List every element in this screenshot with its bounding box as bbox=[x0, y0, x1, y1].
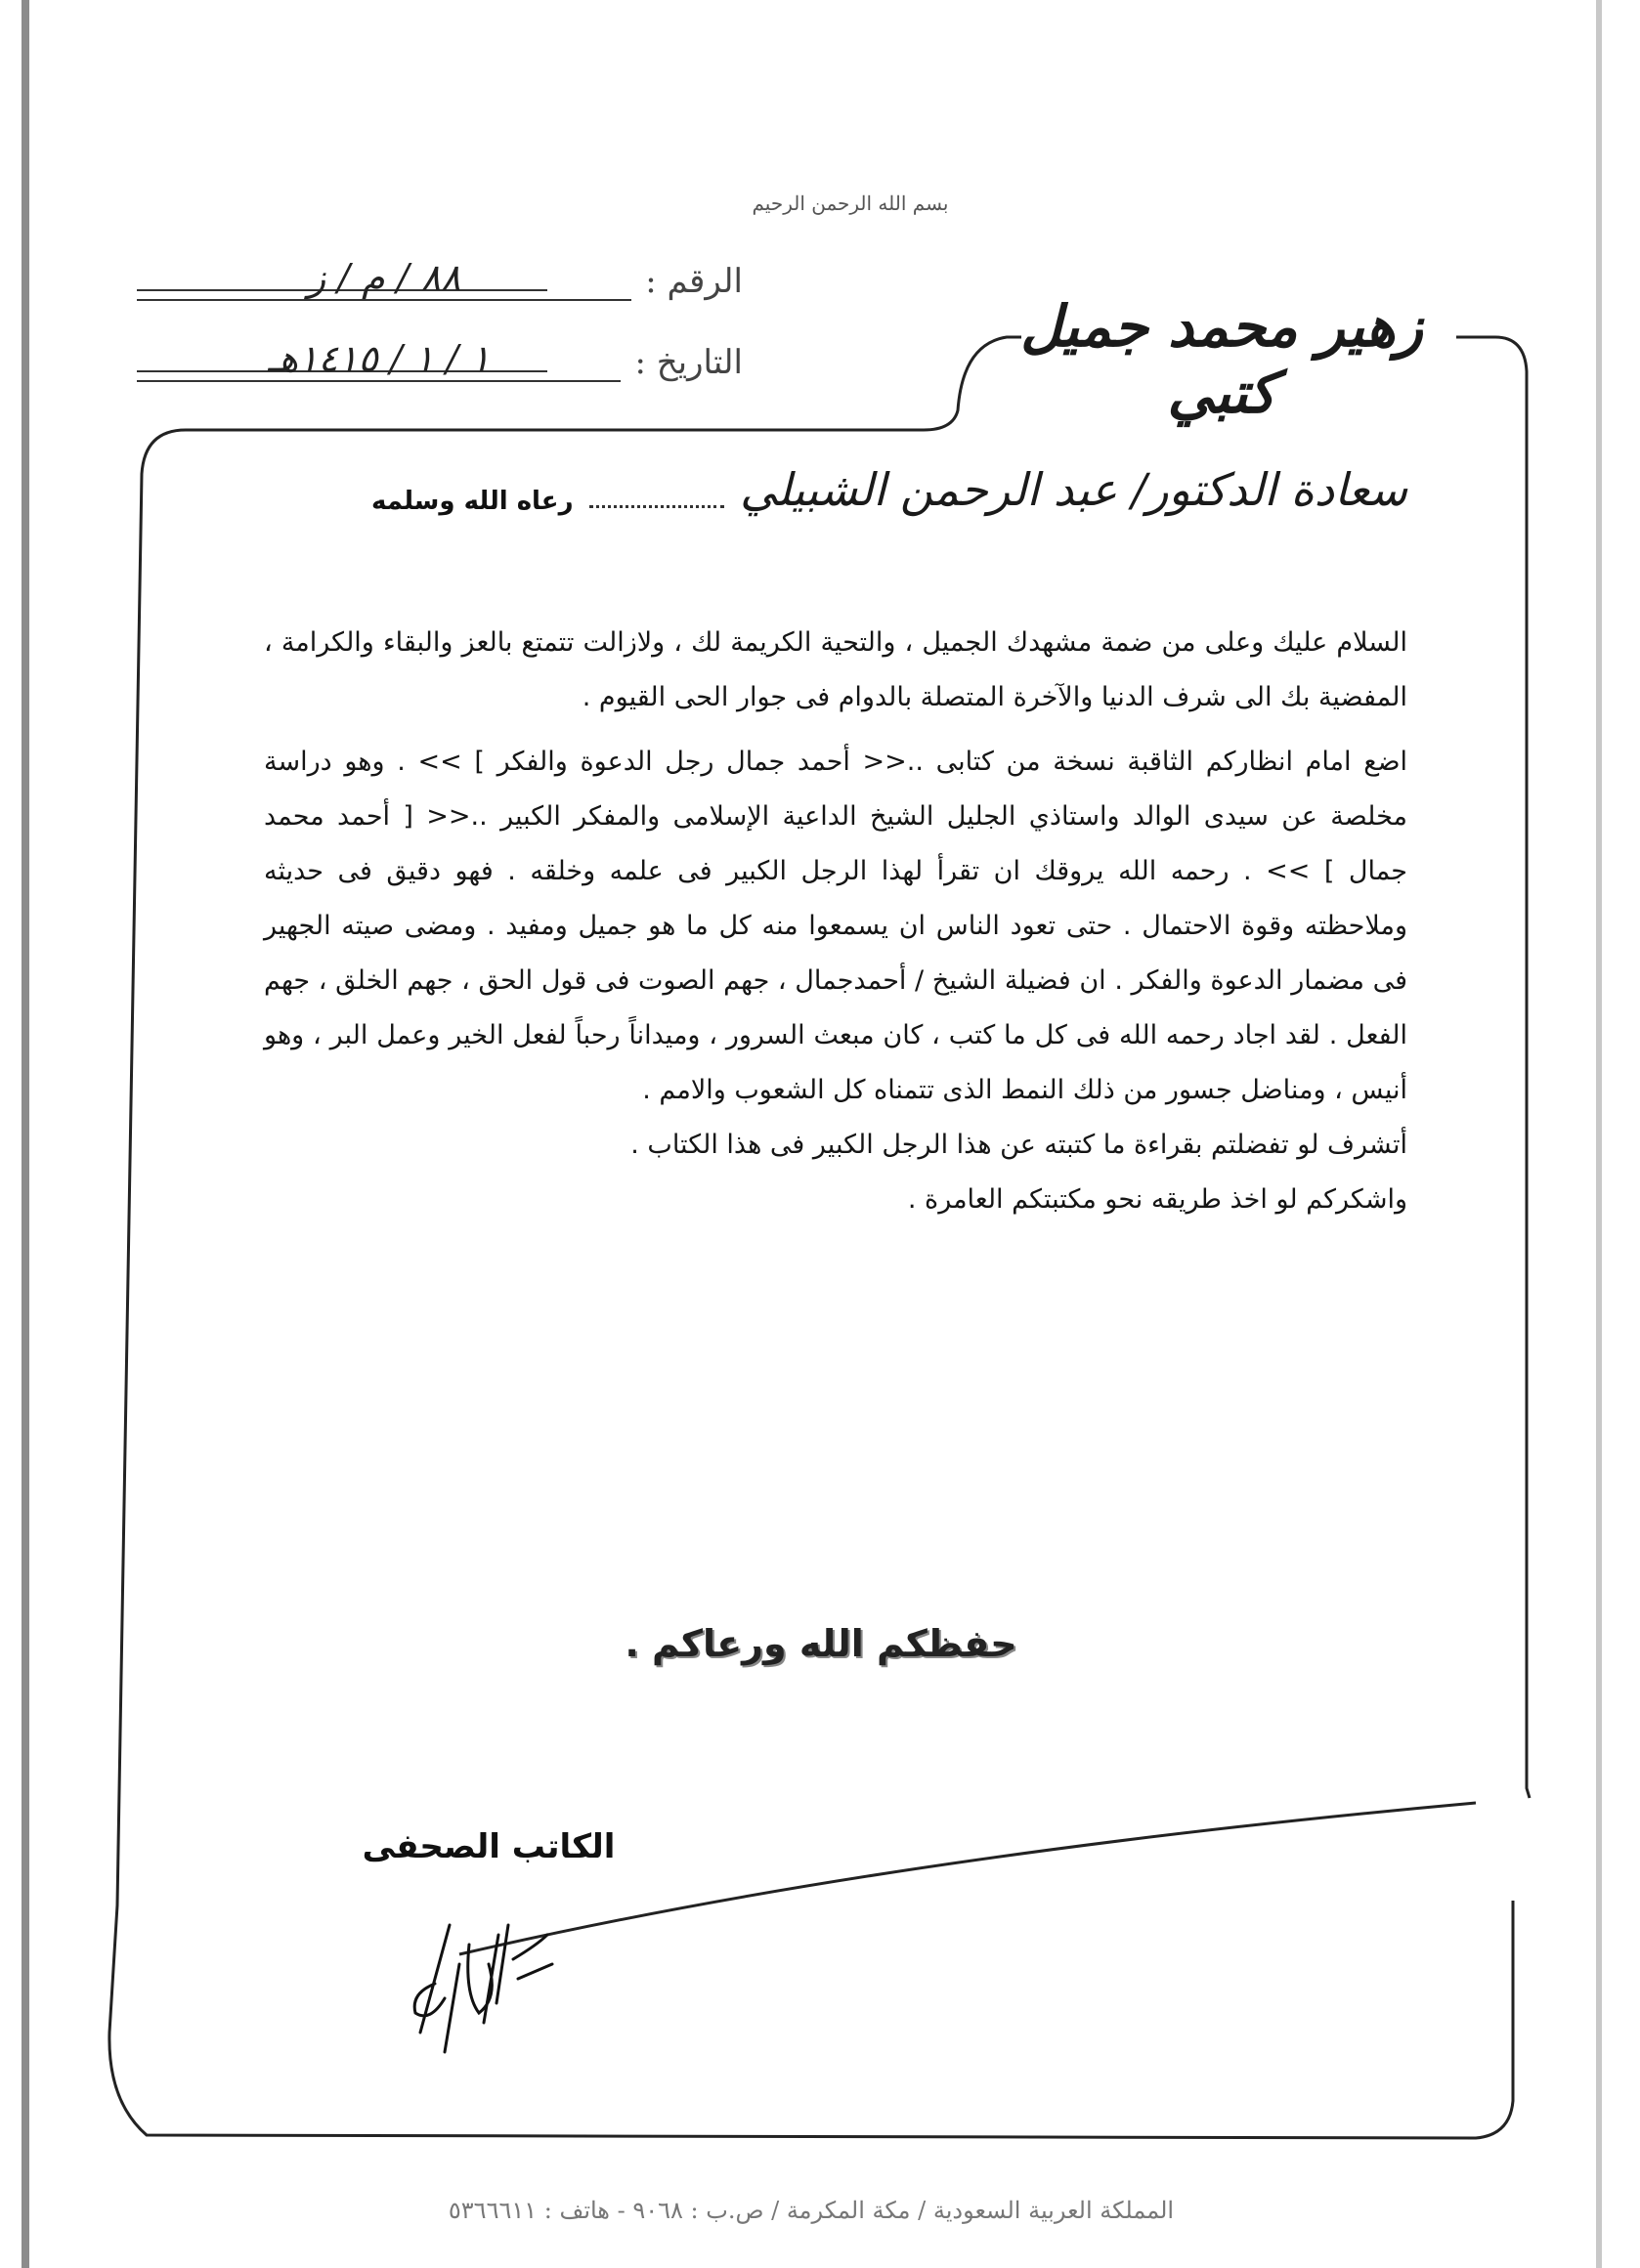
reference-number-label: الرقم : bbox=[645, 262, 743, 301]
recipient-line bbox=[371, 463, 1407, 516]
signer-title: الكاتب الصحفى bbox=[362, 1827, 616, 1866]
body-paragraph-2: اضع امام انظاركم الثاقبة نسخة من كتابى ..<< أحمد جمال رجل الدعوة والفكر ] >> . وهو دراسة مخلصة عن سيدى الوالد واستاذي الجليل الشيخ الداعية الإسلامى والمفكر الكبير ..<< [ أحمد محمد جمال ] >> . رحمه الله يروقك ان تقرأ لهذا الرجل الكبير فى علمه وخلقه . فهو دقيق فى حديثه وملاحظته وقوة الاحتمال . حتى تعود الناس ان يسمعوا منه كل ما هو جميل ومفيد . ومضى صيته الجهير فى مضمار الدعوة والفكر . ان فضيلة الشيخ / أحمدجمال ، جهم الصوت فى قول الحق ، جهم الخلق ، جهم الفعل . لقد اجاد رحمه الله فى كل ما كتب ، كان مبعث السرور ، وميداناً رحباً لفعل الخير وعمل البر ، وهو أنيس ، ومناضل جسور من ذلك النمط الذى تتمناه كل الشعوب والامم . bbox=[264, 747, 1407, 1105]
closing-phrase: حفظكم الله ورعاكم . bbox=[625, 1622, 1017, 1665]
reference-date-value: ١ / ١ / ١٤١٥هـ bbox=[137, 337, 621, 382]
scan-shadow-left bbox=[22, 0, 29, 2268]
recipient-dotted-line bbox=[589, 505, 725, 508]
body-paragraph-3: أتشرف لو تفضلتم بقراءة ما كتبته عن هذا الرجل الكبير فى هذا الكتاب . bbox=[630, 1130, 1407, 1160]
footer-address: المملكة العربية السعودية / مكة المكرمة / ص.ب : ٩٠٦٨ - هاتف : ٥٣٦٦٦١١ bbox=[448, 2197, 1175, 2224]
scan-shadow-right bbox=[1596, 0, 1602, 2268]
sender-letterhead-name: زهير محمد جميل كتبي bbox=[1020, 293, 1423, 426]
recipient-name: سعادة الدكتور/ عبد الرحمن الشبيلي bbox=[740, 463, 1407, 516]
reference-date-row bbox=[137, 337, 743, 382]
reference-number-row bbox=[137, 256, 743, 301]
body-paragraph-4: واشكركم لو اخذ طريقه نحو مكتبتكم العامرة . bbox=[907, 1184, 1407, 1215]
handwritten-signature bbox=[391, 1905, 567, 2062]
body-paragraph-1: السلام عليك وعلى من ضمة مشهدك الجميل ، والتحية الكريمة لك ، ولازالت تتمتع بالعز والبقاء والكرامة ، المفضية بك الى شرف الدنيا والآخرة المتصلة بالدوام فى جوار الحى القيوم . bbox=[264, 627, 1407, 712]
reference-date-label: التاريخ : bbox=[634, 343, 743, 382]
recipient-greeting: رعاه الله وسلمه bbox=[371, 487, 574, 516]
letter-body bbox=[264, 616, 1407, 1227]
reference-number-value: ٨٨ / م / ز bbox=[137, 256, 631, 301]
basmala: بسم الله الرحمن الرحيم bbox=[752, 192, 949, 215]
